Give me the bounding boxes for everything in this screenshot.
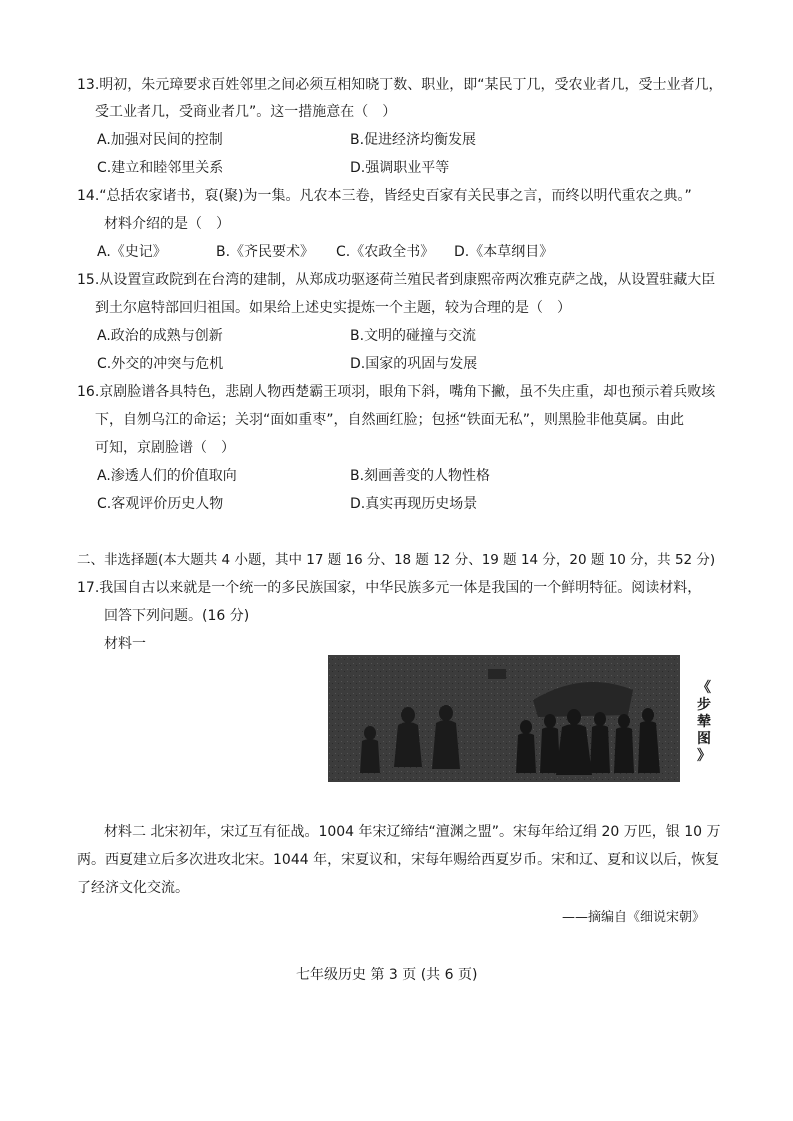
- q16-option-c: C.客观评价历史人物: [97, 496, 224, 512]
- q14-option-c: C.《农政全书》: [336, 244, 435, 260]
- material1-label: 材料一: [104, 636, 146, 652]
- caption-char: 》: [697, 748, 711, 764]
- q17-stem-line2: 回答下列问题。(16 分): [104, 608, 250, 624]
- q14-stem-line1: 14.“总括农家诸书，裒(聚)为一集。凡农本三卷，皆经史百家有关民事之言，而终以明代重农之典。”: [77, 188, 692, 204]
- q16-option-b: B.刻画善变的人物性格: [350, 468, 491, 484]
- q14-option-d: D.《本草纲目》: [454, 244, 554, 260]
- q15-option-a: A.政治的成熟与创新: [97, 328, 223, 344]
- caption-char: 步: [697, 697, 711, 713]
- q13-stem-line2: 受工业者几，受商业者几”。这一措施意在（ ）: [95, 104, 397, 120]
- q16-stem-line1: 16.京剧脸谱各具特色，悲剧人物西楚霸王项羽，眼角下斜，嘴角下撇，虽不失庄重，却也预示着兵败垓: [77, 384, 716, 400]
- q15-stem-line1: 15.从设置宣政院到在台湾的建制，从郑成功驱逐荷兰殖民者到康熙帝两次雅克萨之战，从设置驻藏大臣: [77, 272, 716, 288]
- bunian-painting-image: [328, 655, 680, 782]
- material2-source: ——摘编自《细说宋朝》: [562, 910, 706, 925]
- q13-option-c: C.建立和睦邻里关系: [97, 160, 224, 176]
- painting-illustration: [328, 655, 680, 782]
- painting-caption: [694, 680, 714, 765]
- q14-stem-line2: 材料介绍的是（ ）: [104, 216, 230, 232]
- material2-line1: 材料二 北宋初年，宋辽互有征战。1004 年宋辽缔结“澶渊之盟”。宋每年给辽绢 20 万匹，银 10 万: [104, 824, 721, 840]
- q13-option-b: B.促进经济均衡发展: [350, 132, 477, 148]
- material2-line2: 两。西夏建立后多次进攻北宋。1044 年，宋夏议和，宋每年赐给西夏岁币。宋和辽、夏和议以后，恢复: [77, 852, 720, 868]
- q16-stem-line2: 下，自刎乌江的命运；关羽“面如重枣”，自然画红脸；包拯“铁面无私”，则黑脸非他莫属。由此: [95, 412, 685, 428]
- q14-option-b: B.《齐民要术》: [216, 244, 315, 260]
- caption-char: 辇: [697, 714, 711, 730]
- q13-option-a: A.加强对民间的控制: [97, 132, 223, 148]
- q16-stem-line3: 可知，京剧脸谱（ ）: [95, 440, 235, 456]
- caption-char: 图: [697, 731, 711, 747]
- q13-stem-line1: 13.明初，朱元璋要求百姓邻里之间必须互相知晓丁数、职业，即“某民丁几，受农业者几，受士业者几，: [77, 77, 723, 93]
- q15-stem-line2: 到土尔扈特部回归祖国。如果给上述史实提炼一个主题，较为合理的是（ ）: [95, 300, 571, 316]
- q16-option-d: D.真实再现历史场景: [350, 496, 478, 512]
- caption-char: 《: [697, 680, 711, 696]
- q13-option-d: D.强调职业平等: [350, 160, 450, 176]
- section-heading: 二、非选择题(本大题共 4 小题，其中 17 题 16 分、18 题 12 分、19 题 14 分，20 题 10 分，共 52 分): [77, 552, 716, 568]
- q15-option-c: C.外交的冲突与危机: [97, 356, 224, 372]
- q15-option-b: B.文明的碰撞与交流: [350, 328, 477, 344]
- page-footer: 七年级历史 第 3 页 (共 6 页): [296, 967, 478, 983]
- q14-option-a: A.《史记》: [97, 244, 167, 260]
- material2-line3: 了经济文化交流。: [77, 880, 189, 896]
- q16-option-a: A.渗透人们的价值取向: [97, 468, 237, 484]
- q15-option-d: D.国家的巩固与发展: [350, 356, 478, 372]
- q17-stem-line1: 17.我国自古以来就是一个统一的多民族国家，中华民族多元一体是我国的一个鲜明特征。阅读材料，: [77, 580, 702, 596]
